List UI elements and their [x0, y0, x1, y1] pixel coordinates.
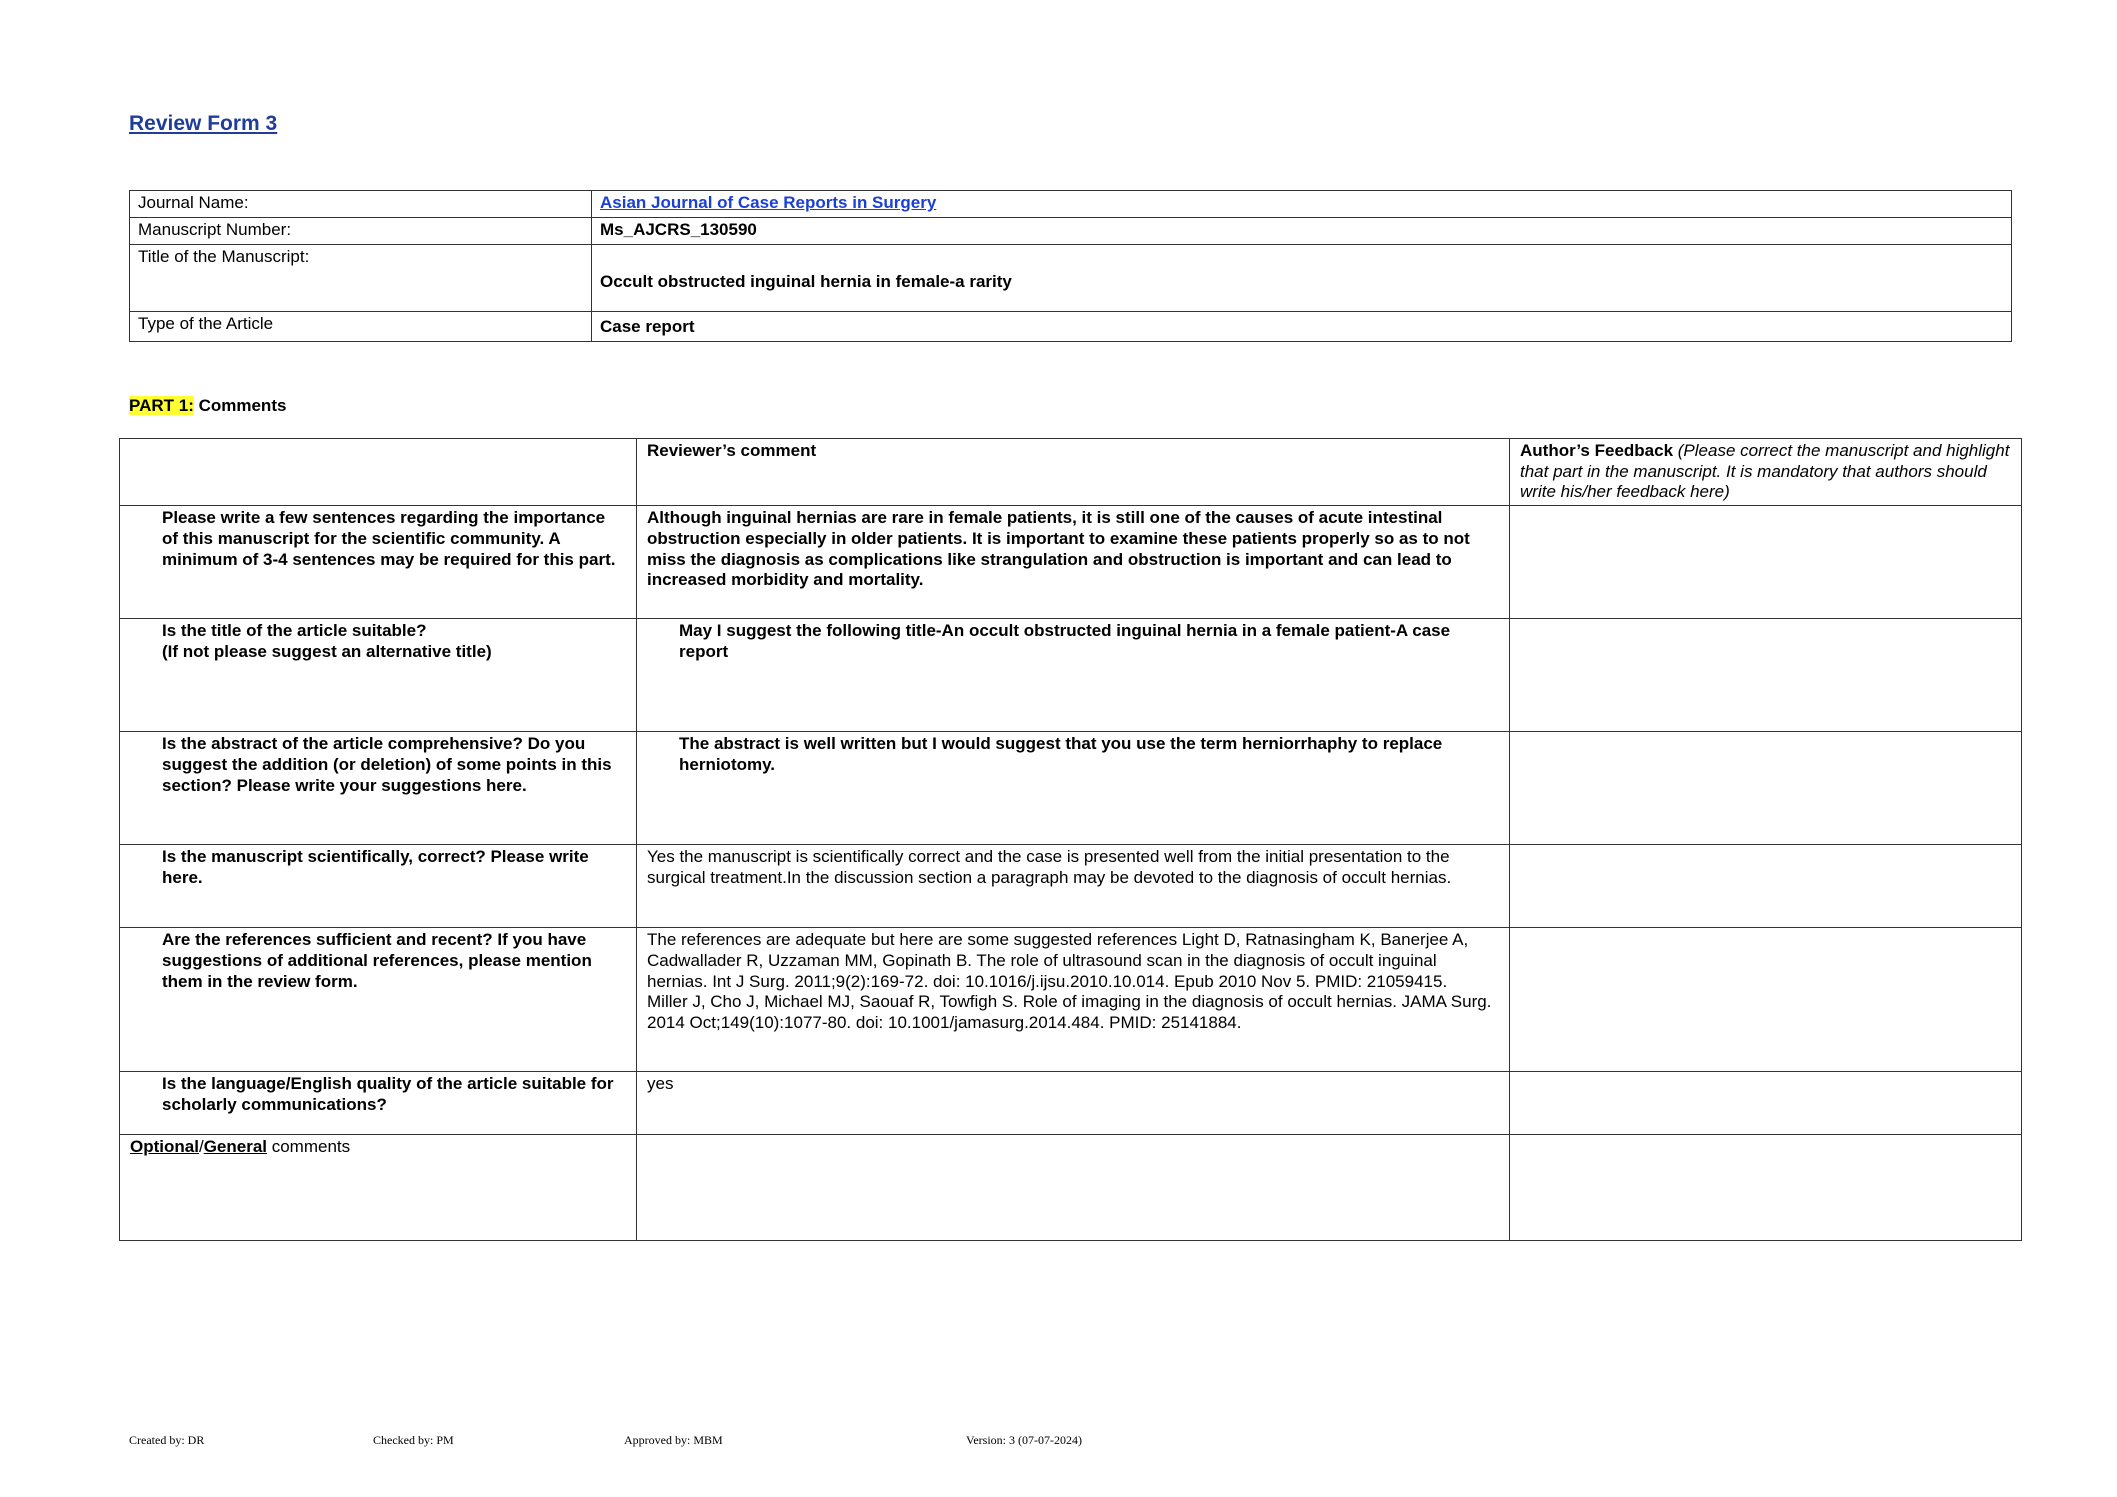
journal-row [130, 191, 2012, 218]
footer-version: Version: 3 (07-07-2024) [966, 1433, 1082, 1447]
table-row [120, 506, 2022, 619]
optional-comments-row [120, 1135, 2022, 1241]
author-feedback-title[interactable] [1510, 619, 2022, 732]
reference-paragraph-1: The references are adequate but here are some suggested references Light D, Ratnasingham K, Banerjee A, Cadwallader R, Uzzaman MM, Gopinath B. The role of ultrasound scan in the diagnosis of occult inguinal hernias. Int J Surg. 2011;9(2):169-72. doi: 10.1016/j.ijsu.2010.10.014. Epub 2010 Nov 5. PMID: 21059415. [647, 930, 1469, 991]
optional-rest: comments [267, 1137, 351, 1157]
question-abstract: Is the abstract of the article comprehensive? Do you suggest the addition (or deletion) of some points in this section? Please write your suggestions here. [120, 732, 637, 845]
table-row [120, 845, 2022, 928]
general-word: General [203, 1137, 267, 1157]
question-title [120, 619, 637, 732]
table-row [120, 928, 2022, 1072]
manuscript-number-label: Manuscript Number: [130, 218, 592, 245]
reference-paragraph-2: Miller J, Cho J, Michael MJ, Saouaf R, Towfigh S. Role of imaging in the diagnosis of occult hernias. JAMA Surg. 2014 Oct;149(10):1077-80. doi: 10.1001/jamasurg.2014.484. PMID: 25141884. [647, 992, 1492, 1033]
reviewer-comment-header-text: Reviewer’s comment [647, 441, 817, 460]
question-references: Are the references sufficient and recent? If you have suggestions of additional references, please mention them in the review form. [120, 928, 637, 1072]
optional-slash: / [198, 1137, 204, 1157]
optional-comments-label [120, 1135, 637, 1241]
reviewer-comment-references [637, 928, 1510, 1072]
author-feedback-references[interactable] [1510, 928, 2022, 1072]
reviewer-comment-importance: Although inguinal hernias are rare in female patients, it is still one of the causes of acute intestinal obstruction especially in older patients. It is important to examine these patients properly so as to not miss the diagnosis as complications like strangulation and obstruction is important and can lead to increased morbidity and mortality. [637, 506, 1510, 619]
author-feedback-header [1510, 439, 2022, 506]
reviewer-comment-optional [637, 1135, 1510, 1241]
manuscript-info-table [129, 190, 2012, 342]
question-title-line2: (If not please suggest an alternative title) [162, 641, 492, 661]
author-feedback-optional[interactable] [1510, 1135, 2022, 1241]
footer-created: Created by: DR [129, 1433, 205, 1447]
part1-suffix: Comments [193, 396, 287, 415]
question-scientific: Is the manuscript scientifically, correct? Please write here. [120, 845, 637, 928]
table-row [120, 732, 2022, 845]
footer-approved: Approved by: MBM [624, 1433, 723, 1447]
part1-heading [129, 396, 286, 416]
author-feedback-header-note: (Please correct the manuscript and highlight that part in the manuscript. It is mandatory that authors should write his/her feedback here) [1520, 441, 2010, 502]
reviewer-comment-header [637, 439, 1510, 506]
author-feedback-header-bold: Author’s Feedback [1520, 441, 1674, 460]
reviewer-comment-scientific: Yes the manuscript is scientifically correct and the case is presented well from the initial presentation to the surgical treatment.In the discussion section a paragraph may be devoted to the diagnosis of occult hernias. [637, 845, 1510, 928]
author-feedback-language[interactable] [1510, 1072, 2022, 1135]
question-language: Is the language/English quality of the article suitable for scholarly communications? [120, 1072, 637, 1135]
question-importance: Please write a few sentences regarding the importance of this manuscript for the scientific community. A minimum of 3-4 sentences may be required for this part. [120, 506, 637, 619]
journal-label: Journal Name: [130, 191, 592, 218]
journal-link[interactable]: Asian Journal of Case Reports in Surgery [600, 193, 937, 212]
table-row [120, 619, 2022, 732]
comments-table [119, 438, 2022, 1241]
comments-header-row [120, 439, 2022, 506]
manuscript-number-row [130, 218, 2012, 245]
manuscript-title-value: Occult obstructed inguinal hernia in female-a rarity [592, 245, 2012, 312]
table-row [120, 1072, 2022, 1135]
form-title: Review Form 3 [129, 112, 278, 135]
author-feedback-abstract[interactable] [1510, 732, 2022, 845]
article-type-value: Case report [592, 312, 2012, 342]
optional-word: Optional [130, 1137, 199, 1157]
manuscript-title-label: Title of the Manuscript: [130, 245, 592, 312]
question-title-line1: Is the title of the article suitable? [162, 621, 427, 641]
article-type-label: Type of the Article [130, 312, 592, 342]
manuscript-title-row [130, 245, 2012, 312]
reviewer-comment-language: yes [637, 1072, 1510, 1135]
header-empty-cell [120, 439, 637, 506]
part1-label: PART 1: [129, 396, 194, 415]
article-type-row [130, 312, 2012, 342]
manuscript-number-value: Ms_AJCRS_130590 [592, 218, 2012, 245]
author-feedback-scientific[interactable] [1510, 845, 2022, 928]
journal-value [592, 191, 2012, 218]
footer-checked: Checked by: PM [373, 1433, 454, 1447]
reviewer-comment-abstract: The abstract is well written but I would suggest that you use the term herniorrhaphy to replace herniotomy. [637, 732, 1510, 845]
author-feedback-importance[interactable] [1510, 506, 2022, 619]
reviewer-comment-title: May I suggest the following title-An occult obstructed inguinal hernia in a female patient-A case report [637, 619, 1510, 732]
